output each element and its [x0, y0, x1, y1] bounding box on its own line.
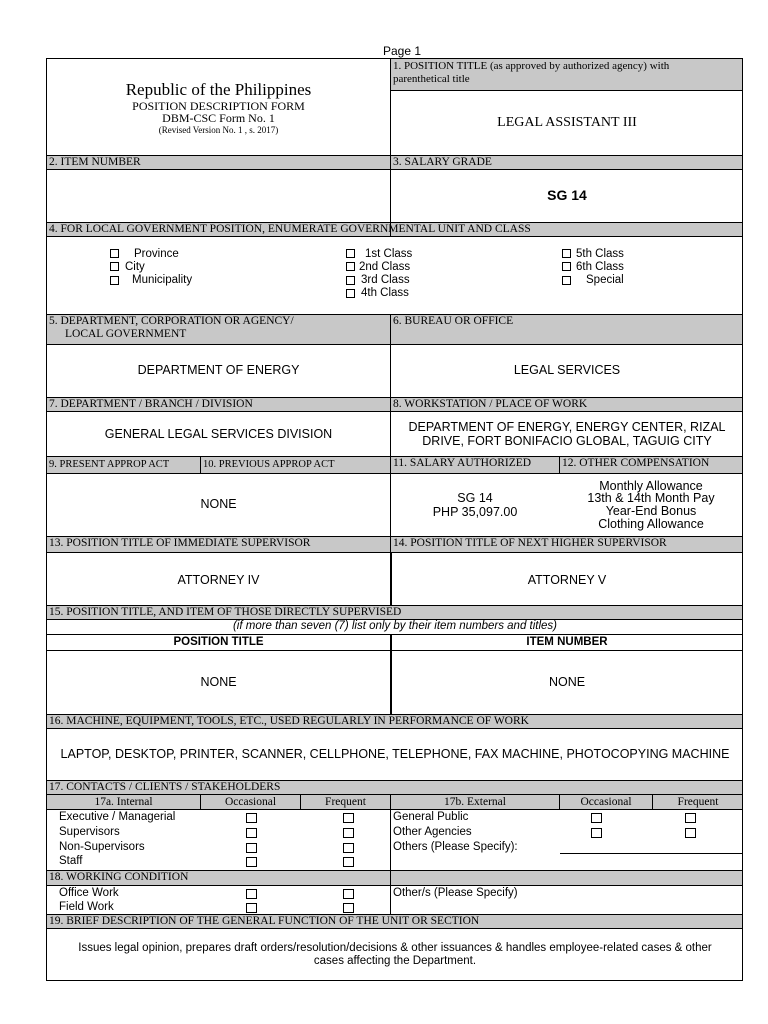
s16-label: 16. MACHINE, EQUIPMENT, TOOLS, ETC., USED REGULARLY IN PERFORMANCE OF WORK	[49, 715, 529, 727]
s18-label: 18. WORKING CONDITION	[49, 871, 189, 883]
checkbox-exec-occasional[interactable]	[246, 813, 257, 823]
internal-contact-staff: Staff	[59, 855, 83, 867]
checkbox-public-frequent[interactable]	[685, 813, 696, 823]
position-title-value: LEGAL ASSISTANT III	[497, 115, 637, 130]
other-comp-2: 13th & 14th Month Pay	[587, 491, 715, 505]
header-revision: (Revised Version No. 1 , s. 2017)	[158, 125, 279, 135]
external-contact-public: General Public	[393, 811, 469, 823]
checkbox-field-work-1[interactable]	[246, 903, 257, 913]
department-value: DEPARTMENT OF ENERGY	[137, 363, 300, 377]
s5-label-line1: 5. DEPARTMENT, CORPORATION OR AGENCY/	[49, 315, 294, 327]
workstation-value-line2: DRIVE, FORT BONIFACIO GLOBAL, TAGUIG CITY	[422, 434, 712, 448]
checkbox-office-work-1[interactable]	[246, 889, 257, 899]
option-special: Special	[586, 274, 624, 286]
s17a-header: 17a. Internal	[94, 796, 153, 808]
s7-label: 7. DEPARTMENT / BRANCH / DIVISION	[49, 398, 253, 410]
checkbox-office-work-2[interactable]	[343, 889, 354, 899]
checkbox-staff-occasional[interactable]	[246, 857, 257, 867]
s3-label: 3. SALARY GRADE	[393, 156, 492, 168]
s17b-header: 17b. External	[444, 796, 506, 808]
s6-label: 6. BUREAU OR OFFICE	[393, 315, 514, 327]
option-1st-class: 1st Class	[365, 248, 413, 260]
internal-contact-executive: Executive / Managerial	[59, 811, 176, 823]
function-description-line2: cases affecting the Department.	[313, 955, 477, 967]
checkbox-agencies-frequent[interactable]	[685, 828, 696, 838]
s15-label: 15. POSITION TITLE, AND ITEM OF THOSE DIRECTLY SUPERVISED	[49, 606, 402, 618]
header-form-name: POSITION DESCRIPTION FORM	[132, 99, 305, 113]
option-city: City	[125, 261, 145, 273]
header-form-number: DBM-CSC Form No. 1	[162, 111, 275, 125]
s9-label: 9. PRESENT APPROP ACT	[49, 459, 170, 470]
s2-label: 2. ITEM NUMBER	[49, 156, 141, 168]
checkbox-city[interactable]	[110, 262, 119, 271]
s4-label: 4. FOR LOCAL GOVERNMENT POSITION, ENUMERATE GOVERNMENTAL UNIT AND CLASS	[49, 223, 531, 235]
supervised-title-value: NONE	[200, 675, 237, 689]
s17b-frequent-header: Frequent	[677, 796, 719, 808]
option-6th-class: 6th Class	[576, 261, 624, 273]
checkbox-supervisors-occasional[interactable]	[246, 828, 257, 838]
approp-act-value: NONE	[200, 497, 237, 511]
external-contact-agencies: Other Agencies	[393, 826, 472, 838]
checkbox-3rd-class[interactable]	[346, 276, 355, 285]
internal-contact-non-supervisors: Non-Supervisors	[59, 841, 145, 853]
s17b-occasional-header: Occasional	[580, 796, 632, 808]
s11-label: 11. SALARY AUTHORIZED	[393, 457, 532, 469]
s10-label: 10. PREVIOUS APPROP ACT	[203, 459, 335, 470]
function-description-line1: Issues legal opinion, prepares draft orders/resolution/decisions & other issuances & handles employee-related cases & other	[78, 942, 712, 954]
option-municipality: Municipality	[132, 274, 193, 286]
salary-grade-value: SG 14	[547, 187, 587, 203]
checkbox-staff-frequent[interactable]	[343, 857, 354, 867]
checkbox-nonsup-occasional[interactable]	[246, 843, 257, 853]
checkbox-agencies-occasional[interactable]	[591, 828, 602, 838]
working-condition-field: Field Work	[59, 901, 114, 913]
s17-label: 17. CONTACTS / CLIENTS / STAKEHOLDERS	[49, 781, 281, 793]
s8-label: 8. WORKSTATION / PLACE OF WORK	[393, 398, 588, 410]
checkbox-exec-frequent[interactable]	[343, 813, 354, 823]
other-comp-1: Monthly Allowance	[599, 479, 703, 493]
option-3rd-class: 3rd Class	[361, 274, 410, 286]
s17a-occasional-header: Occasional	[224, 796, 277, 808]
option-province: Province	[134, 248, 179, 260]
working-condition-office: Office Work	[59, 887, 119, 899]
division-value: GENERAL LEGAL SERVICES DIVISION	[104, 427, 333, 441]
s5-label-line2: LOCAL GOVERNMENT	[65, 328, 187, 340]
checkbox-municipality[interactable]	[110, 276, 119, 285]
salary-authorized-amount: PHP 35,097.00	[432, 505, 518, 519]
header-country: Republic of the Philippines	[125, 80, 312, 99]
other-comp-4: Clothing Allowance	[598, 517, 704, 531]
s1-label-line2: parenthetical title	[393, 73, 470, 85]
s12-label: 12. OTHER COMPENSATION	[562, 457, 710, 469]
option-4th-class: 4th Class	[361, 287, 409, 299]
checkbox-public-occasional[interactable]	[591, 813, 602, 823]
other-comp-3: Year-End Bonus	[605, 504, 697, 518]
immediate-supervisor-value: ATTORNEY IV	[177, 573, 260, 587]
checkbox-nonsup-frequent[interactable]	[343, 843, 354, 853]
working-condition-other: Other/s (Please Specify)	[393, 887, 518, 899]
checkbox-4th-class[interactable]	[346, 289, 355, 298]
checkbox-supervisors-frequent[interactable]	[343, 828, 354, 838]
s19-label: 19. BRIEF DESCRIPTION OF THE GENERAL FUNCTION OF THE UNIT OR SECTION	[49, 915, 480, 927]
s15-col-item-number: ITEM NUMBER	[526, 636, 608, 648]
option-2nd-class: 2nd Class	[359, 261, 411, 273]
s17a-frequent-header: Frequent	[325, 796, 366, 808]
checkbox-6th-class[interactable]	[562, 262, 571, 271]
checkbox-province[interactable]	[110, 249, 119, 258]
internal-contact-supervisors: Supervisors	[59, 826, 120, 838]
checkbox-field-work-2[interactable]	[343, 903, 354, 913]
option-5th-class: 5th Class	[576, 248, 624, 260]
workstation-value-line1: DEPARTMENT OF ENERGY, ENERGY CENTER, RIZAL	[408, 420, 726, 434]
s15-note: (if more than seven (7) list only by their item numbers and titles)	[232, 620, 558, 632]
page-label: Page 1	[383, 44, 422, 58]
checkbox-1st-class[interactable]	[346, 249, 355, 258]
external-contact-others: Others (Please Specify):	[393, 841, 518, 853]
checkbox-special[interactable]	[562, 276, 571, 285]
checkbox-2nd-class[interactable]	[346, 262, 355, 271]
bureau-value: LEGAL SERVICES	[513, 363, 621, 377]
s1-label-line1: 1. POSITION TITLE (as approved by authorized agency) with	[393, 60, 670, 72]
equipment-value: LAPTOP, DESKTOP, PRINTER, SCANNER, CELLPHONE, TELEPHONE, FAX MACHINE, PHOTOCOPYING MACHINE	[60, 747, 730, 761]
s14-label: 14. POSITION TITLE OF NEXT HIGHER SUPERVISOR	[393, 537, 667, 549]
supervised-item-value: NONE	[548, 675, 586, 689]
s13-label: 13. POSITION TITLE OF IMMEDIATE SUPERVISOR	[49, 537, 311, 549]
s15-col-position-title: POSITION TITLE	[173, 636, 264, 648]
next-higher-supervisor-value: ATTORNEY V	[527, 573, 607, 587]
salary-authorized-sg: SG 14	[457, 491, 493, 505]
checkbox-5th-class[interactable]	[562, 249, 571, 258]
